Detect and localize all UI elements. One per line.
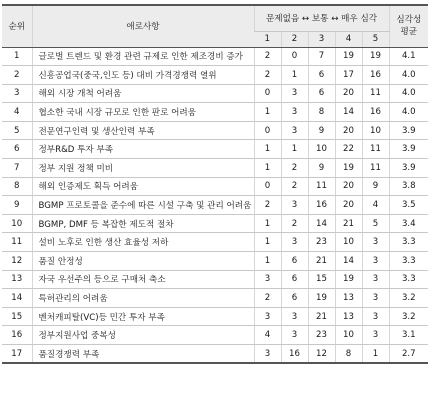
score-2-count: 3 — [281, 196, 308, 215]
rank-cell: 4 — [2, 103, 32, 122]
score-2-count: 0 — [281, 47, 308, 66]
severity-average-cell: 4.0 — [389, 84, 428, 103]
header-score-2: 2 — [281, 31, 308, 47]
score-3-count: 14 — [308, 214, 335, 233]
score-2-count: 3 — [281, 103, 308, 122]
score-4-count: 10 — [335, 233, 362, 252]
table-row — [2, 103, 428, 122]
score-4-count: 21 — [335, 214, 362, 233]
score-1-count: 1 — [254, 103, 281, 122]
table-row — [2, 270, 428, 289]
score-1-count: 0 — [254, 84, 281, 103]
header-score-1: 1 — [254, 31, 281, 47]
rank-cell: 1 — [2, 47, 32, 66]
score-2-count: 6 — [281, 289, 308, 308]
rank-cell: 11 — [2, 233, 32, 252]
score-3-count: 15 — [308, 270, 335, 289]
rank-cell: 7 — [2, 159, 32, 178]
score-5-count: 3 — [362, 307, 389, 326]
score-5-count: 19 — [362, 47, 389, 66]
severity-average-cell: 3.3 — [389, 270, 428, 289]
score-3-count: 21 — [308, 307, 335, 326]
score-5-count: 9 — [362, 177, 389, 196]
severity-average-cell: 2.7 — [389, 345, 428, 364]
score-5-count: 5 — [362, 214, 389, 233]
issue-cell: 정부지원사업 중복성 — [32, 326, 254, 345]
issues-table-container — [2, 4, 428, 364]
severity-average-cell: 3.8 — [389, 177, 428, 196]
score-1-count: 0 — [254, 121, 281, 140]
score-5-count: 3 — [362, 270, 389, 289]
header-score-3: 3 — [308, 31, 335, 47]
score-1-count: 1 — [254, 159, 281, 178]
header-issue: 애로사항 — [32, 5, 254, 47]
rank-cell: 9 — [2, 196, 32, 215]
issue-cell: 정부R&D 투자 부족 — [32, 140, 254, 159]
issue-cell: 정부 지원 정책 미비 — [32, 159, 254, 178]
score-4-count: 13 — [335, 307, 362, 326]
table-body — [2, 47, 428, 363]
score-4-count: 14 — [335, 103, 362, 122]
issue-cell: 자국 우선주의 등으로 구매처 축소 — [32, 270, 254, 289]
table-row — [2, 233, 428, 252]
score-2-count: 2 — [281, 159, 308, 178]
rank-cell: 16 — [2, 326, 32, 345]
severity-average-cell: 4.0 — [389, 66, 428, 85]
table-row — [2, 307, 428, 326]
score-1-count: 1 — [254, 233, 281, 252]
score-3-count: 8 — [308, 103, 335, 122]
severity-average-cell: 3.2 — [389, 289, 428, 308]
score-3-count: 11 — [308, 177, 335, 196]
severity-average-cell: 3.9 — [389, 159, 428, 178]
rank-cell: 14 — [2, 289, 32, 308]
header-severity-average — [389, 5, 428, 47]
rank-cell: 15 — [2, 307, 32, 326]
score-3-count: 6 — [308, 66, 335, 85]
score-2-count: 2 — [281, 214, 308, 233]
score-4-count: 22 — [335, 140, 362, 159]
score-3-count: 9 — [308, 159, 335, 178]
table-row — [2, 177, 428, 196]
score-3-count: 21 — [308, 252, 335, 271]
issue-cell: 신흥공업국(중국,인도 등) 대비 가격경쟁력 열위 — [32, 66, 254, 85]
issue-cell: 해외 인증제도 획득 어려움 — [32, 177, 254, 196]
score-2-count: 3 — [281, 233, 308, 252]
score-5-count: 3 — [362, 252, 389, 271]
issue-cell: 협소한 국내 시장 규모로 인한 판로 어려움 — [32, 103, 254, 122]
severity-average-cell: 3.4 — [389, 214, 428, 233]
issue-cell: BGMP, DMF 등 복잡한 제도적 절차 — [32, 214, 254, 233]
table-row — [2, 252, 428, 271]
table-header — [2, 5, 428, 47]
table-row — [2, 345, 428, 364]
score-2-count: 6 — [281, 252, 308, 271]
score-1-count: 0 — [254, 177, 281, 196]
score-4-count: 17 — [335, 66, 362, 85]
header-severity-scale: 문제없음 ↔ 보통 ↔ 매우 심각 — [254, 5, 389, 31]
table-row — [2, 66, 428, 85]
rank-cell: 12 — [2, 252, 32, 271]
score-5-count: 3 — [362, 326, 389, 345]
score-4-count: 19 — [335, 47, 362, 66]
score-4-count: 13 — [335, 289, 362, 308]
score-5-count: 1 — [362, 345, 389, 364]
score-5-count: 4 — [362, 196, 389, 215]
score-4-count: 19 — [335, 270, 362, 289]
score-4-count: 20 — [335, 196, 362, 215]
issue-cell: 글로벌 트렌드 및 환경 관련 규제로 인한 제조경비 증가 — [32, 47, 254, 66]
score-3-count: 6 — [308, 84, 335, 103]
table-row — [2, 121, 428, 140]
score-2-count: 3 — [281, 307, 308, 326]
rank-cell: 5 — [2, 121, 32, 140]
header-average-line1: 심각성 — [396, 15, 422, 26]
issue-cell: BGMP 프로토콜을 준수에 따른 시설 구축 및 관리 어려움 — [32, 196, 254, 215]
severity-average-cell: 3.9 — [389, 121, 428, 140]
score-5-count: 16 — [362, 103, 389, 122]
score-5-count: 3 — [362, 289, 389, 308]
severity-average-cell: 3.2 — [389, 307, 428, 326]
header-rank: 순위 — [2, 5, 32, 47]
rank-cell: 13 — [2, 270, 32, 289]
score-1-count: 1 — [254, 214, 281, 233]
score-1-count: 3 — [254, 270, 281, 289]
score-1-count: 1 — [254, 252, 281, 271]
rank-cell: 6 — [2, 140, 32, 159]
table-row — [2, 84, 428, 103]
rank-cell: 17 — [2, 345, 32, 364]
rank-cell: 10 — [2, 214, 32, 233]
score-1-count: 2 — [254, 289, 281, 308]
issues-severity-table — [2, 4, 428, 364]
score-2-count: 1 — [281, 66, 308, 85]
score-5-count: 11 — [362, 84, 389, 103]
score-4-count: 14 — [335, 252, 362, 271]
severity-average-cell: 3.9 — [389, 140, 428, 159]
score-4-count: 8 — [335, 345, 362, 364]
score-1-count: 4 — [254, 326, 281, 345]
issue-cell: 특허관리의 어려움 — [32, 289, 254, 308]
severity-average-cell: 4.0 — [389, 103, 428, 122]
score-5-count: 11 — [362, 159, 389, 178]
score-5-count: 16 — [362, 66, 389, 85]
score-2-count: 3 — [281, 121, 308, 140]
severity-average-cell: 3.3 — [389, 252, 428, 271]
rank-cell: 2 — [2, 66, 32, 85]
score-2-count: 2 — [281, 177, 308, 196]
score-5-count: 10 — [362, 121, 389, 140]
severity-average-cell: 3.3 — [389, 233, 428, 252]
header-score-5: 5 — [362, 31, 389, 47]
score-5-count: 11 — [362, 140, 389, 159]
rank-cell: 8 — [2, 177, 32, 196]
score-1-count: 2 — [254, 66, 281, 85]
score-3-count: 9 — [308, 121, 335, 140]
severity-average-cell: 3.1 — [389, 326, 428, 345]
header-average-line2: 평균 — [400, 27, 418, 38]
issue-cell: 품질경쟁력 부족 — [32, 345, 254, 364]
rank-cell: 3 — [2, 84, 32, 103]
score-3-count: 12 — [308, 345, 335, 364]
table-row — [2, 140, 428, 159]
table-row — [2, 289, 428, 308]
score-3-count: 10 — [308, 140, 335, 159]
score-4-count: 20 — [335, 177, 362, 196]
header-score-4: 4 — [335, 31, 362, 47]
table-row — [2, 326, 428, 345]
score-4-count: 20 — [335, 121, 362, 140]
issue-cell: 설비 노후로 인한 생산 효율성 저하 — [32, 233, 254, 252]
score-1-count: 1 — [254, 140, 281, 159]
score-2-count: 16 — [281, 345, 308, 364]
table-row — [2, 159, 428, 178]
issue-cell: 전문연구인력 및 생산인력 부족 — [32, 121, 254, 140]
score-4-count: 20 — [335, 84, 362, 103]
score-1-count: 2 — [254, 196, 281, 215]
severity-average-cell: 3.5 — [389, 196, 428, 215]
score-3-count: 7 — [308, 47, 335, 66]
issue-cell: 해외 시장 개척 어려움 — [32, 84, 254, 103]
table-row — [2, 196, 428, 215]
table-row — [2, 47, 428, 66]
score-2-count: 6 — [281, 270, 308, 289]
score-3-count: 23 — [308, 233, 335, 252]
score-2-count: 3 — [281, 84, 308, 103]
severity-average-cell: 4.1 — [389, 47, 428, 66]
score-2-count: 3 — [281, 326, 308, 345]
score-3-count: 19 — [308, 289, 335, 308]
score-4-count: 19 — [335, 159, 362, 178]
score-2-count: 1 — [281, 140, 308, 159]
score-4-count: 10 — [335, 326, 362, 345]
score-3-count: 23 — [308, 326, 335, 345]
score-1-count: 3 — [254, 307, 281, 326]
issue-cell: 벤처캐피탈(VC)등 민간 투자 부족 — [32, 307, 254, 326]
score-3-count: 16 — [308, 196, 335, 215]
score-1-count: 2 — [254, 47, 281, 66]
score-1-count: 3 — [254, 345, 281, 364]
table-row — [2, 214, 428, 233]
issue-cell: 품질 안정성 — [32, 252, 254, 271]
score-5-count: 3 — [362, 233, 389, 252]
